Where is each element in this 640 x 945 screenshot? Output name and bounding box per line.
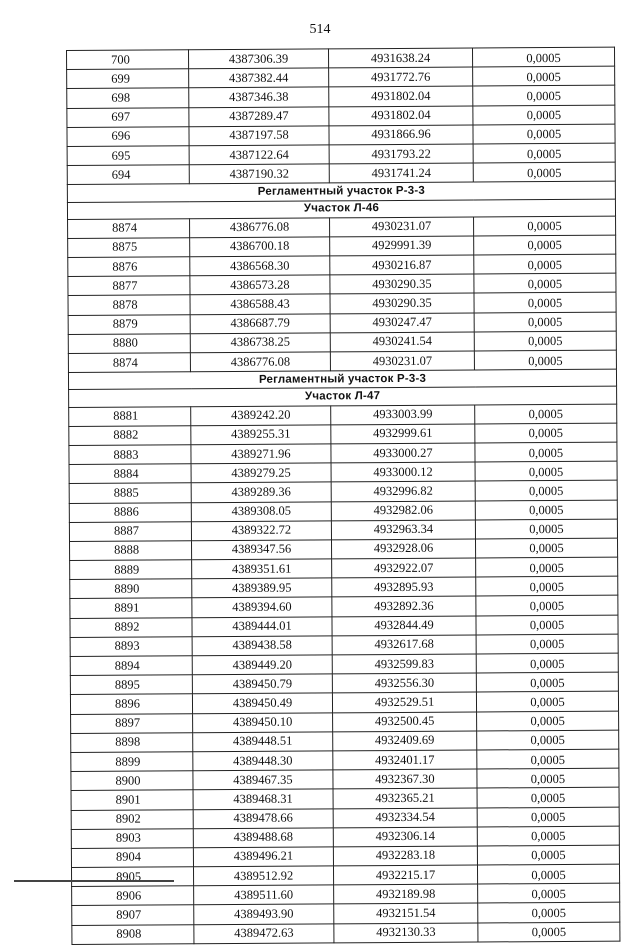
value-cell: 0,0005 xyxy=(474,331,616,351)
point-number-cell: 8885 xyxy=(69,483,191,503)
point-number-cell: 8898 xyxy=(71,732,193,752)
y-coordinate-cell: 4930231.07 xyxy=(330,217,474,237)
value-cell: 0,0005 xyxy=(474,254,616,274)
point-number-cell: 8882 xyxy=(69,425,191,445)
point-number-cell: 8904 xyxy=(71,848,193,868)
x-coordinate-cell: 4387289.47 xyxy=(189,106,329,126)
y-coordinate-cell: 4930231.07 xyxy=(330,351,474,371)
y-coordinate-cell: 4931866.96 xyxy=(329,125,473,145)
point-number-cell: 696 xyxy=(67,127,189,147)
value-cell: 0,0005 xyxy=(474,235,616,255)
point-number-cell: 8906 xyxy=(72,886,194,906)
point-number-cell: 8878 xyxy=(68,295,190,315)
y-coordinate-cell: 4930247.47 xyxy=(330,313,474,333)
y-coordinate-cell: 4932982.06 xyxy=(331,501,475,521)
point-number-cell: 695 xyxy=(67,146,189,166)
value-cell: 0,0005 xyxy=(476,615,618,635)
x-coordinate-cell: 4389450.49 xyxy=(192,693,332,713)
y-coordinate-cell: 4933000.27 xyxy=(331,443,475,463)
value-cell: 0,0005 xyxy=(473,86,615,106)
x-coordinate-cell: 4389279.25 xyxy=(191,463,331,483)
point-number-cell: 8901 xyxy=(71,790,193,810)
value-cell: 0,0005 xyxy=(475,519,617,539)
y-coordinate-cell: 4932556.30 xyxy=(332,673,476,693)
value-cell: 0,0005 xyxy=(472,47,614,67)
value-cell: 0,0005 xyxy=(477,807,619,827)
y-coordinate-cell: 4932529.51 xyxy=(332,692,476,712)
value-cell: 0,0005 xyxy=(476,692,618,712)
x-coordinate-cell: 4389450.10 xyxy=(193,712,333,732)
point-number-cell: 8899 xyxy=(71,752,193,772)
coordinates-table xyxy=(66,47,620,945)
y-coordinate-cell: 4930241.54 xyxy=(330,332,474,352)
y-coordinate-cell: 4932500.45 xyxy=(333,712,477,732)
section-heading: Участок Л-46 xyxy=(67,199,615,220)
y-coordinate-cell: 4931741.24 xyxy=(329,163,473,183)
y-coordinate-cell: 4932367.30 xyxy=(333,769,477,789)
x-coordinate-cell: 4389467.35 xyxy=(193,770,333,790)
x-coordinate-cell: 4389449.20 xyxy=(192,655,332,675)
page-number: 514 xyxy=(309,22,331,37)
y-coordinate-cell: 4932151.54 xyxy=(334,903,478,923)
x-coordinate-cell: 4386573.28 xyxy=(190,275,330,295)
value-cell: 0,0005 xyxy=(477,730,619,750)
point-number-cell: 8887 xyxy=(69,521,191,541)
point-number-cell: 8893 xyxy=(70,637,192,657)
y-coordinate-cell: 4931802.04 xyxy=(329,86,473,106)
y-coordinate-cell: 4933003.99 xyxy=(331,405,475,425)
value-cell: 0,0005 xyxy=(476,576,618,596)
point-number-cell: 8888 xyxy=(70,541,192,561)
point-number-cell: 8905 xyxy=(71,867,193,887)
x-coordinate-cell: 4389488.68 xyxy=(193,828,333,848)
x-coordinate-cell: 4387122.64 xyxy=(189,145,329,165)
point-number-cell: 698 xyxy=(67,88,189,108)
y-coordinate-cell: 4932189.98 xyxy=(334,884,478,904)
point-number-cell: 8892 xyxy=(70,617,192,637)
x-coordinate-cell: 4386568.30 xyxy=(190,256,330,276)
y-coordinate-cell: 4932996.82 xyxy=(331,481,475,501)
y-coordinate-cell: 4932895.93 xyxy=(332,577,476,597)
point-number-cell: 8874 xyxy=(68,218,190,238)
point-number-cell: 8908 xyxy=(72,924,194,944)
value-cell: 0,0005 xyxy=(477,768,619,788)
point-number-cell: 699 xyxy=(67,69,189,89)
x-coordinate-cell: 4389394.60 xyxy=(192,597,332,617)
value-cell: 0,0005 xyxy=(477,864,619,884)
x-coordinate-cell: 4386776.08 xyxy=(190,218,330,238)
x-coordinate-cell: 4389444.01 xyxy=(192,617,332,637)
x-coordinate-cell: 4389468.31 xyxy=(193,789,333,809)
y-coordinate-cell: 4932892.36 xyxy=(332,596,476,616)
coordinates-table-body xyxy=(67,47,620,944)
x-coordinate-cell: 4387190.32 xyxy=(189,164,329,184)
y-coordinate-cell: 4932130.33 xyxy=(334,923,478,943)
y-coordinate-cell: 4933000.12 xyxy=(331,462,475,482)
x-coordinate-cell: 4389308.05 xyxy=(191,501,331,521)
y-coordinate-cell: 4932999.61 xyxy=(331,424,475,444)
x-coordinate-cell: 4389389.95 xyxy=(192,578,332,598)
x-coordinate-cell: 4389351.61 xyxy=(192,559,332,579)
y-coordinate-cell: 4930290.35 xyxy=(330,293,474,313)
value-cell: 0,0005 xyxy=(476,672,618,692)
x-coordinate-cell: 4389472.63 xyxy=(194,924,334,944)
section-heading: Регламентный участок Р-3-3 xyxy=(68,369,616,390)
point-number-cell: 8889 xyxy=(70,560,192,580)
x-coordinate-cell: 4387346.38 xyxy=(189,87,329,107)
value-cell: 0,0005 xyxy=(473,105,615,125)
section-heading: Участок Л-47 xyxy=(69,387,617,408)
value-cell: 0,0005 xyxy=(475,480,617,500)
value-cell: 0,0005 xyxy=(473,124,615,144)
y-coordinate-cell: 4930290.35 xyxy=(330,274,474,294)
x-coordinate-cell: 4389438.58 xyxy=(192,636,332,656)
point-number-cell: 8875 xyxy=(68,238,190,258)
value-cell: 0,0005 xyxy=(475,461,617,481)
bottom-rule xyxy=(14,880,174,882)
x-coordinate-cell: 4389496.21 xyxy=(193,847,333,867)
x-coordinate-cell: 4387306.39 xyxy=(189,49,329,69)
point-number-cell: 8891 xyxy=(70,598,192,618)
y-coordinate-cell: 4932283.18 xyxy=(333,846,477,866)
point-number-cell: 8883 xyxy=(69,445,191,465)
x-coordinate-cell: 4386700.18 xyxy=(190,237,330,257)
y-coordinate-cell: 4932409.69 xyxy=(333,731,477,751)
x-coordinate-cell: 4389448.51 xyxy=(193,732,333,752)
value-cell: 0,0005 xyxy=(475,423,617,443)
value-cell: 0,0005 xyxy=(475,442,617,462)
y-coordinate-cell: 4932963.34 xyxy=(331,520,475,540)
point-number-cell: 8903 xyxy=(71,828,193,848)
value-cell: 0,0005 xyxy=(474,216,616,236)
value-cell: 0,0005 xyxy=(478,922,620,942)
y-coordinate-cell: 4930216.87 xyxy=(330,255,474,275)
point-number-cell: 694 xyxy=(67,165,189,185)
value-cell: 0,0005 xyxy=(478,883,620,903)
y-coordinate-cell: 4932928.06 xyxy=(331,539,475,559)
x-coordinate-cell: 4389512.92 xyxy=(193,866,333,886)
y-coordinate-cell: 4932215.17 xyxy=(333,865,477,885)
point-number-cell: 8879 xyxy=(68,314,190,334)
x-coordinate-cell: 4386687.79 xyxy=(190,314,330,334)
x-coordinate-cell: 4386776.08 xyxy=(190,352,330,372)
value-cell: 0,0005 xyxy=(475,404,617,424)
x-coordinate-cell: 4389450.79 xyxy=(192,674,332,694)
value-cell: 0,0005 xyxy=(474,350,616,370)
value-cell: 0,0005 xyxy=(476,634,618,654)
point-number-cell: 8886 xyxy=(69,502,191,522)
value-cell: 0,0005 xyxy=(477,845,619,865)
x-coordinate-cell: 4387382.44 xyxy=(189,68,329,88)
x-coordinate-cell: 4389493.90 xyxy=(194,904,334,924)
value-cell: 0,0005 xyxy=(478,903,620,923)
point-number-cell: 8895 xyxy=(70,675,192,695)
y-coordinate-cell: 4932922.07 xyxy=(332,558,476,578)
y-coordinate-cell: 4931638.24 xyxy=(328,48,472,68)
value-cell: 0,0005 xyxy=(475,538,617,558)
y-coordinate-cell: 4931772.76 xyxy=(329,67,473,87)
value-cell: 0,0005 xyxy=(477,787,619,807)
y-coordinate-cell: 4932334.54 xyxy=(333,808,477,828)
x-coordinate-cell: 4389322.72 xyxy=(191,521,331,541)
value-cell: 0,0005 xyxy=(473,66,615,86)
point-number-cell: 8894 xyxy=(70,656,192,676)
point-number-cell: 8876 xyxy=(68,257,190,277)
y-coordinate-cell: 4929991.39 xyxy=(330,236,474,256)
y-coordinate-cell: 4932617.68 xyxy=(332,635,476,655)
x-coordinate-cell: 4389255.31 xyxy=(191,425,331,445)
x-coordinate-cell: 4389448.30 xyxy=(193,751,333,771)
point-number-cell: 8907 xyxy=(72,905,194,925)
point-number-cell: 8896 xyxy=(70,694,192,714)
value-cell: 0,0005 xyxy=(474,273,616,293)
point-number-cell: 700 xyxy=(67,50,189,70)
y-coordinate-cell: 4932844.49 xyxy=(332,616,476,636)
value-cell: 0,0005 xyxy=(477,711,619,731)
value-cell: 0,0005 xyxy=(475,500,617,520)
y-coordinate-cell: 4932599.83 xyxy=(332,654,476,674)
y-coordinate-cell: 4932365.21 xyxy=(333,788,477,808)
x-coordinate-cell: 4389289.36 xyxy=(191,482,331,502)
table-row xyxy=(72,922,620,945)
y-coordinate-cell: 4932401.17 xyxy=(333,750,477,770)
point-number-cell: 8881 xyxy=(69,406,191,426)
x-coordinate-cell: 4389511.60 xyxy=(194,885,334,905)
point-number-cell: 8902 xyxy=(71,809,193,829)
value-cell: 0,0005 xyxy=(473,143,615,163)
y-coordinate-cell: 4931802.04 xyxy=(329,106,473,126)
x-coordinate-cell: 4387197.58 xyxy=(189,126,329,146)
point-number-cell: 8897 xyxy=(71,713,193,733)
section-heading: Регламентный участок Р-3-3 xyxy=(67,181,615,202)
value-cell: 0,0005 xyxy=(474,312,616,332)
x-coordinate-cell: 4386738.25 xyxy=(190,333,330,353)
point-number-cell: 8884 xyxy=(69,464,191,484)
y-coordinate-cell: 4932306.14 xyxy=(333,827,477,847)
y-coordinate-cell: 4931793.22 xyxy=(329,144,473,164)
value-cell: 0,0005 xyxy=(477,749,619,769)
x-coordinate-cell: 4389271.96 xyxy=(191,444,331,464)
x-coordinate-cell: 4389242.20 xyxy=(191,405,331,425)
point-number-cell: 8880 xyxy=(68,334,190,354)
x-coordinate-cell: 4389478.66 xyxy=(193,808,333,828)
point-number-cell: 8877 xyxy=(68,276,190,296)
value-cell: 0,0005 xyxy=(476,557,618,577)
value-cell: 0,0005 xyxy=(477,826,619,846)
x-coordinate-cell: 4389347.56 xyxy=(191,540,331,560)
point-number-cell: 8900 xyxy=(71,771,193,791)
value-cell: 0,0005 xyxy=(474,293,616,313)
point-number-cell: 8890 xyxy=(70,579,192,599)
x-coordinate-cell: 4386588.43 xyxy=(190,294,330,314)
value-cell: 0,0005 xyxy=(473,162,615,182)
point-number-cell: 8874 xyxy=(68,353,190,373)
value-cell: 0,0005 xyxy=(476,653,618,673)
value-cell: 0,0005 xyxy=(476,596,618,616)
point-number-cell: 697 xyxy=(67,107,189,127)
